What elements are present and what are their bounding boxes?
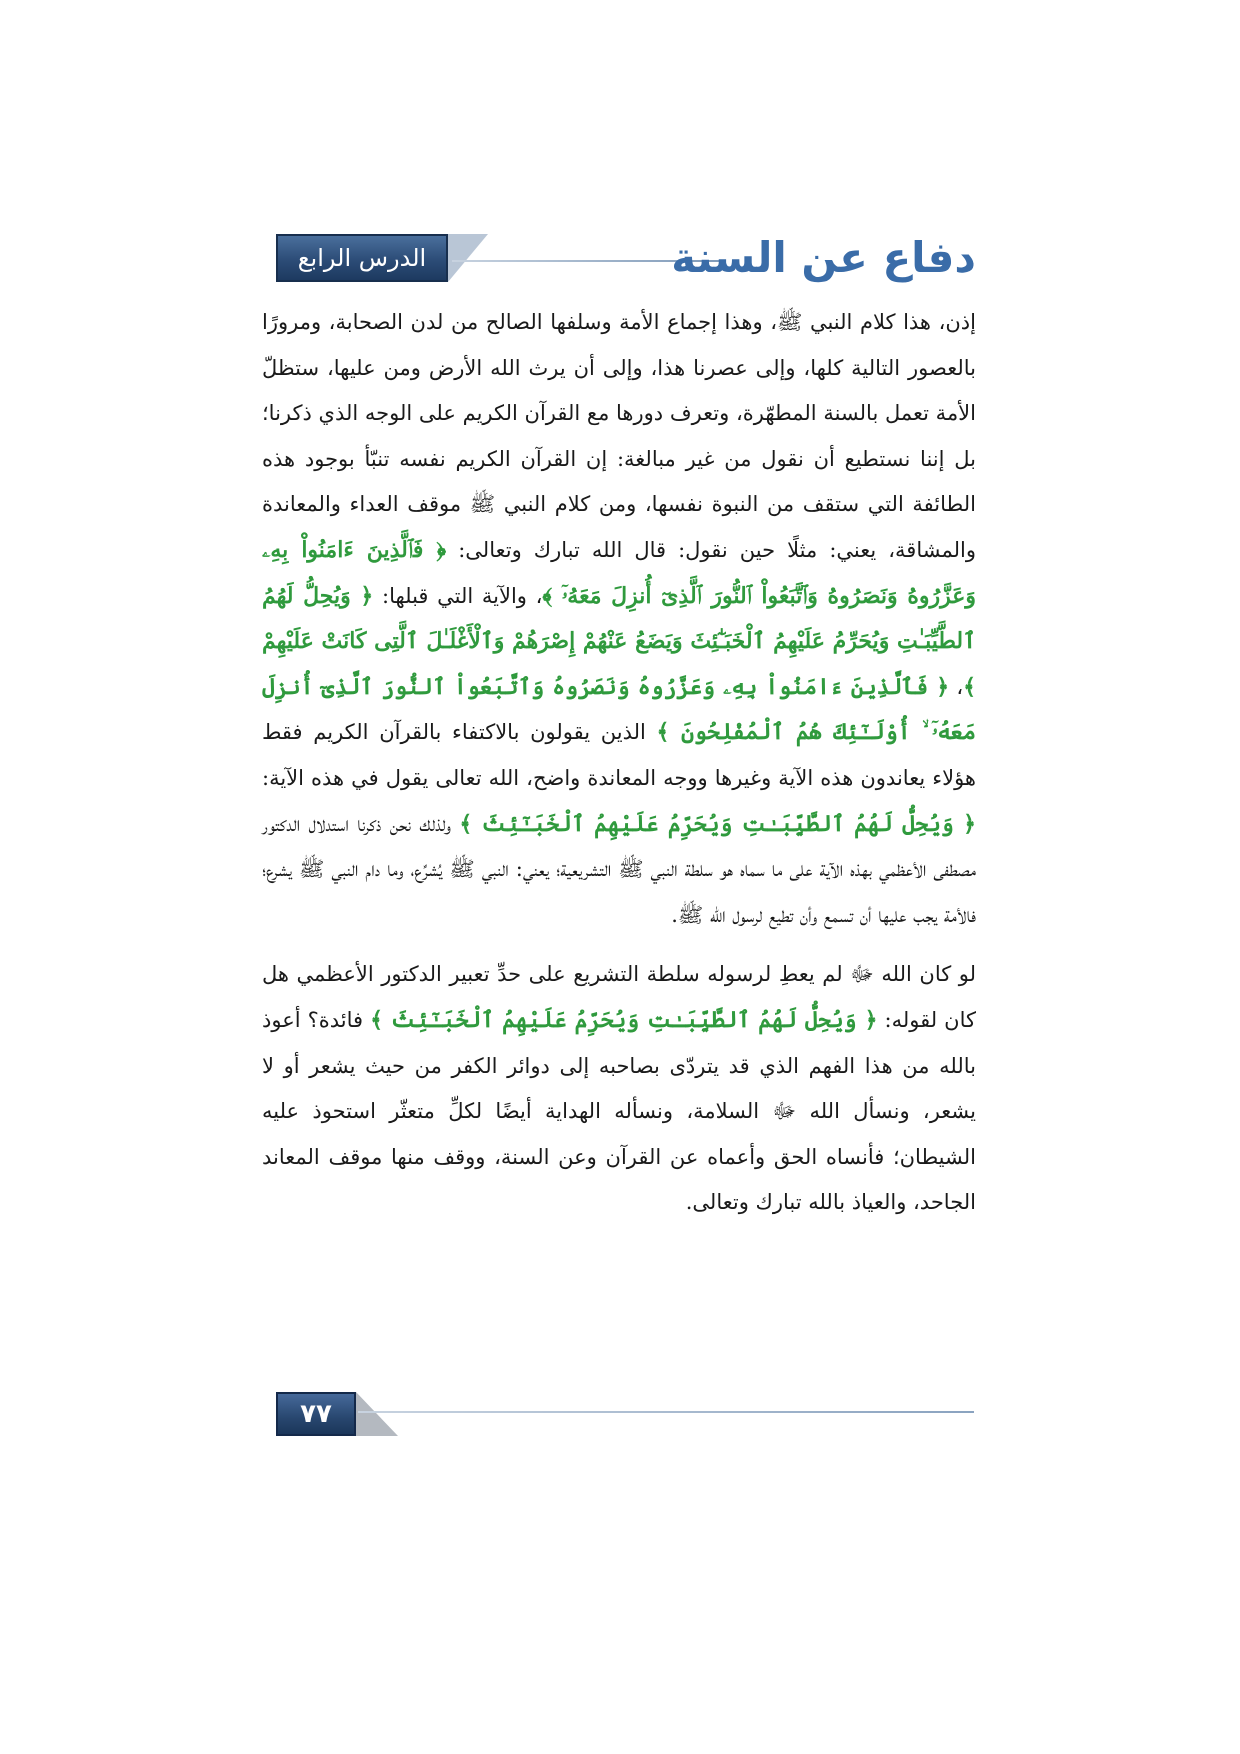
text-segment: الذين يقولون بالاكتفاء بالقرآن الكريم فقط هؤلاء يعاندون هذه الآية وغيرها ووجه المعاندة واضح، الله تعالى يقول في هذه الآية: bbox=[262, 720, 976, 790]
quran-verse: ﴿ فَٱلَّذِينَ ءَامَنُواْ بِهِۦ وَعَزَّرُوهُ وَنَصَرُوهُ وَٱتَّبَعُواْ ٱلنُّورَ ٱلَّذِىٓ أُنزِلَ مَعَهُۥٓ ﴾ bbox=[262, 536, 976, 609]
text-segment: ، bbox=[949, 674, 964, 699]
text-segment: ولذلك نحن ذكرنا استدلال الدكتور مصطفى الأعظمي بهذه الآية على ما سماه هو سلطة النبي ﷺ التشريعية؛ يعني: النبي ﷺ يُشرِّع، وما دام النبي ﷺ يشرع؛ فالأمة يجب عليها أن تسمع وأن تطيع لرسول الله ﷺ. bbox=[262, 811, 976, 927]
text-segment: ، والآية التي قبلها: bbox=[373, 583, 543, 608]
text-segment: فائدة؟ أعوذ بالله من هذا الفهم الذي قد يتردّى بصاحبه إلى دوائر الكفر من حيث يشعر أو لا يشعر، ونسأل الله ﷻ السلامة، ونسأله الهداية أيضًا لكلِّ متعثّر استحوذ عليه الشيطان؛ فأنساه الحق وأعماه عن القرآن وعن السنة، ووقف منها موقف المعاند الجاحد، والعياذ بالله تبارك وتعالى. bbox=[262, 1007, 976, 1215]
quran-verse: ﴿ وَيُحِلُّ لَهُمُ ٱلطَّيِّبَـٰتِ وَيُحَرِّمُ عَلَيْهِمُ ٱلْخَبَـٰٓئِثَ ﴾ bbox=[459, 810, 976, 837]
paragraph-1 bbox=[262, 300, 976, 938]
quran-verse: ﴿ فَٱلَّذِينَ ءَامَنُواْ بِهِۦ وَعَزَّرُوهُ وَنَصَرُوهُ وَٱتَّبَعُواْ ٱلنُّورَ ٱلَّذِىٓ أُنزِلَ مَعَهُۥٓ ۙ أُوْلَـٰٓئِكَ هُمُ ٱلْمُفْلِحُونَ ﴾ bbox=[262, 673, 977, 746]
page-number: ٧٧ bbox=[276, 1392, 356, 1436]
text-segment: إذن، هذا كلام النبي ﷺ، وهذا إجماع الأمة وسلفها الصالح من لدن الصحابة، ومرورًا بالعصور التالية كلها، وإلى عصرنا هذا، وإلى أن يرث الله الأرض ومن عليها، ستظلّ الأمة تعمل بالسنة المطهّرة، وتعرف دورها مع القرآن الكريم على الوجه الذي ذكرنا؛ بل إننا نستطيع أن نقول من غير مبالغة: إن القرآن الكريم نفسه تنبّأ بوجود هذه الطائفة التي ستقف من النبوة نفسها، ومن كلام النبي ﷺ موقف العداء والمعاندة والمشاقة، يعني: مثلًا حين نقول: قال الله تبارك وتعالى: bbox=[262, 310, 976, 562]
main-text bbox=[262, 300, 976, 1226]
quran-verse: ﴿ وَيُحِلُّ لَهُمُ ٱلطَّيِّبَـٰتِ وَيُحَرِّمُ عَلَيْهِمُ ٱلْخَبَـٰٓئِثَ ﴾ bbox=[370, 1006, 878, 1033]
book-title: دفاع عن السنة bbox=[671, 233, 976, 282]
paragraph-2 bbox=[262, 952, 976, 1226]
footer-divider bbox=[358, 1411, 974, 1413]
quran-verse: ﴿ وَيُحِلُّ لَهُمُ ٱلطَّيِّبَـٰتِ وَيُحَرِّمُ عَلَيْهِمُ ٱلْخَبَـٰٓئِثَ وَيَضَعُ عَنْهُمْ إِصْرَهُمْ وَٱلْأَغْلَـٰلَ ٱلَّتِى كَانَتْ عَلَيْهِمْ ﴾ bbox=[262, 582, 976, 700]
text-segment: لو كان الله ﷻ لم يعطِ لرسوله سلطة التشريع على حدِّ تعبير الدكتور الأعظمي هل كان لقوله: bbox=[262, 962, 976, 1032]
lesson-badge: الدرس الرابع bbox=[276, 234, 448, 282]
page-header bbox=[276, 226, 976, 290]
